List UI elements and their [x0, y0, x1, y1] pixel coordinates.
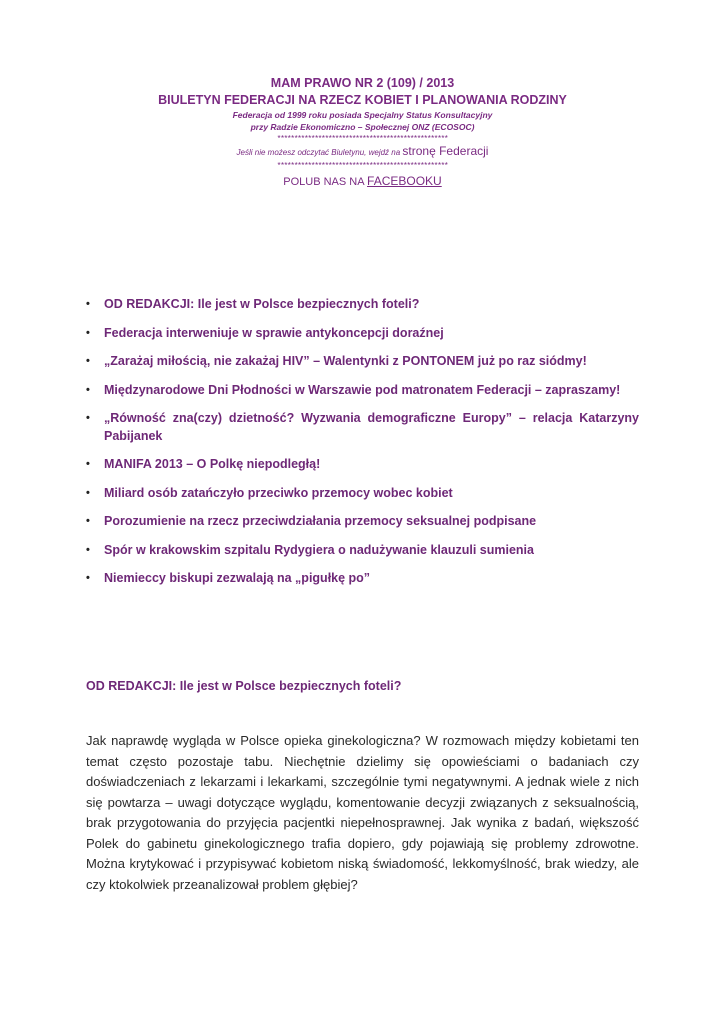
toc-item-label: MANIFA 2013 – O Polkę niepodległą!	[104, 457, 321, 471]
toc-item[interactable]	[86, 410, 639, 445]
website-note	[0, 144, 725, 160]
toc-item[interactable]	[86, 353, 639, 371]
bullet-icon: •	[86, 572, 90, 584]
toc-item[interactable]	[86, 513, 639, 531]
toc-item[interactable]	[86, 542, 639, 560]
facebook-link[interactable]: FACEBOOKU	[367, 174, 442, 188]
like-text: POLUB NAS NA	[283, 176, 364, 188]
status-line-1: Federacja od 1999 roku posiada Specjalny Status Konsultacyjny	[232, 110, 493, 120]
toc-item-label: OD REDAKCJI: Ile jest w Polsce bezpiecznych foteli?	[104, 297, 420, 311]
bullet-icon: •	[86, 326, 90, 339]
facebook-line	[0, 173, 725, 190]
toc-item-label: Niemieccy biskupi zezwalają na „pigułkę po”	[104, 571, 371, 585]
section-heading: OD REDAKCJI: Ile jest w Polsce bezpiecznych foteli?	[86, 679, 402, 693]
bullet-icon: •	[86, 543, 90, 556]
toc-item-label: Międzynarodowe Dni Płodności w Warszawie pod matronatem Federacji – zapraszamy!	[104, 382, 621, 397]
toc-item-label: Federacja interweniuje w sprawie antykoncepcji doraźnej	[104, 325, 444, 340]
bullet-icon: •	[86, 412, 90, 424]
bullet-icon: •	[86, 355, 90, 367]
table-of-contents	[86, 296, 639, 599]
toc-item[interactable]	[86, 456, 639, 474]
bulletin-subtitle: BIULETYN FEDERACJI NA RZECZ KOBIET I PLANOWANIA RODZINY	[158, 93, 567, 107]
status-line-2: przy Radzie Ekonomiczno – Społecznej ONZ (ECOSOC)	[250, 122, 475, 132]
toc-item[interactable]	[86, 325, 639, 343]
toc-item-label: „Równość zna(czy) dzietność? Wyzwania demograficzne Europy” – relacja Katarzyny Pabijanek	[104, 411, 639, 443]
bullet-icon: •	[86, 383, 90, 396]
toc-item[interactable]	[86, 570, 639, 588]
federation-website-link[interactable]: stronę Federacji	[402, 144, 489, 158]
bullet-icon: •	[86, 298, 90, 310]
bulletin-header	[0, 75, 725, 190]
bulletin-title: MAM PRAWO NR 2 (109) / 2013	[270, 76, 455, 90]
bullet-icon: •	[86, 515, 90, 527]
stars-divider-top: **************************************************	[277, 134, 448, 143]
toc-item-label: „Zarażaj miłością, nie zakażaj HIV” – Walentynki z PONTONEM już po raz siódmy!	[104, 354, 587, 368]
article-paragraph: Jak naprawdę wygląda w Polsce opieka ginekologiczna? W rozmowach między kobietami ten temat często pozostaje tabu. Niechętnie dzielimy się opowieściami o badaniach czy doświadczeniach z lekarzami i lekarkami, szczególnie tymi negatywnymi. A jednak wiele z nich się powtarza – uwagi dotyczące wyglądu, komentowanie decyzji związanych z seksualnością, brak przygotowania do przyjęcia pacjentki niepełnosprawnej. Jak wynika z badań, większość Polek do gabinetu ginekologicznego trafia dopiero, gdy pojawiają się problemy zdrowotne. Można krytykować i przypisywać kobietom niską świadomość, lekkomyślność, brak wiedzy, ale czy ktokolwiek przeanalizował problem głębiej?	[86, 733, 639, 892]
bullet-icon: •	[86, 486, 90, 499]
bullet-icon: •	[86, 458, 90, 470]
toc-item-label: Spór w krakowskim szpitalu Rydygiera o nadużywanie klauzuli sumienia	[104, 542, 534, 557]
toc-item-label: Miliard osób zatańczyło przeciwko przemocy wobec kobiet	[104, 485, 453, 500]
toc-item[interactable]	[86, 382, 639, 400]
stars-divider-bottom: **************************************************	[277, 161, 448, 170]
website-note-text: Jeśli nie możesz odczytać Biuletynu, wejdź na	[236, 148, 401, 157]
toc-item-label: Porozumienie na rzecz przeciwdziałania przemocy seksualnej podpisane	[104, 514, 537, 528]
toc-item[interactable]	[86, 296, 639, 314]
toc-item[interactable]	[86, 485, 639, 503]
